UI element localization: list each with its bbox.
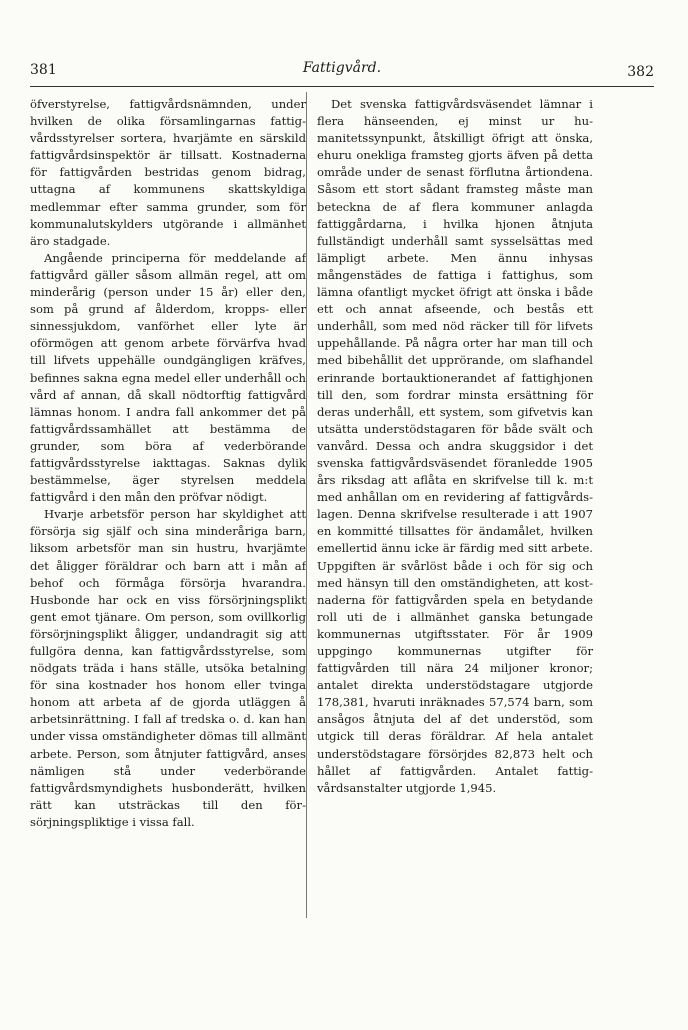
paragraph: öfverstyrelse, fattigvårdsnämnden, under hvilken de olika församlingarnas fattigvårdsstyrelser sortera, hvarjämte en särskild fattigvårdsinspektör är tillsatt. Kostnaderna för fattigvården bestridas genom bidrag, uttagna af kommunens skattskyldiga medlemmar efter samma grunder, som för kommunalutskylders utgörande i allmänhet äro stadgade. xyxy=(30,97,306,248)
page-header xyxy=(30,58,654,86)
paragraph: Angående principerna för meddelande af fattigvård gäller såsom allmän regel, att om minderårig (person under 15 år) eller den, som på grund af ålderdom, kropps- eller sinnessjukdom, vanförhet eller lyte är oförmögen att genom arbete förvärfva hvad till lifvets uppehälle oundgängligen kräfves, befinnes sakna egna medel eller underhåll och vård af annan, då skall nödtorftig fattigvård lämnas honom. I andra fall ankommer det på fattigvårdssamhället att bestämma de grunder, som böra af vederbörande fattigvårdsstyrelse iakttagas. Saknas dylik bestämmelse, äger styrelsen meddela fattigvård i den mån den pröfvar nödigt. xyxy=(30,250,306,505)
paragraph: Det svenska fattigvårdsväsendet lämnar i flera hänseenden, ej minst ur humanitetssynpunkt, åtskilligt öfrigt att önska, ehuru onekliga framsteg gjorts äfven på detta område under de senast förflutna årtiondena. Såsom ett stort sådant framsteg måste man beteckna de af flera kommuner anlagda fattiggårdarna, i hvilka hjonen åtnjuta fullständigt underhåll samt sysselsättas med lämpligt arbete. Men ännu inhysas mångenstädes de fattiga i fattighus, som lämna ofantligt mycket öfrigt att önska i både ett och annat afseende, och bestås ett underhåll, som med nöd räcker till för lifvets uppehållande. På några orter har man till och med bibehållit det upprörande, om slafhandel erinrande bortauktionerandet af fattighjonen till den, som fordrar minsta ersättning för deras underhåll, ett system, som gifvetvis kan utsätta understödstagaren för både svält och vanvård. Dessa och andra skuggsidor i det svenska fattigvårdsväsendet föranledde 1905 års riksdag att aflåta en skrifvelse till k. m:t med anhållan om en revidering af fattigvårdslagen. Denna skrifvelse resulterade i att 1907 en kommitté tillsattes för ändamålet, hvilken emellertid ännu icke är färdig med sitt arbete. Uppgiften är svårlöst både i och för sig och med hänsyn till den omständigheten, att kostnaderna för fattigvården spela en betydande roll uti de i allmänhet ganska betungade kommunernas utgiftsstater. För år 1909 uppgingo kommunernas utgifter för fattigvården till nära 24 miljoner kronor; antalet direkta understödstagare utgjorde 178,381, hvaruti inräknades 57,574 barn, som ansågos åtnjuta del af det understöd, som utgick till deras föräldrar. Af hela antalet understödstagare försörjdes 82,873 helt och hållet af fattigvården. Antalet fattigvårdsanstalter utgjorde 1,945. xyxy=(317,97,593,795)
page-number-right: 382 xyxy=(627,64,654,80)
right-column xyxy=(317,96,593,797)
left-column xyxy=(30,96,306,831)
running-title: Fattigvård. xyxy=(302,60,382,76)
page-number-left: 381 xyxy=(30,62,57,78)
column-divider xyxy=(306,92,307,918)
paragraph: Hvarje arbetsför person har skyldighet att försörja sig själf och sina minderåriga barn, liksom arbetsför man sin hustru, hvarjämte det åligger föräldrar och barn att i mån af behof och förmåga försörja hvarandra. Husbonde har ock en viss försörjningsplikt gent emot tjänare. Om person, som ovillkorlig försörjningsplikt åligger, undandragit sig att fullgöra denna, kan fattigvårdsstyrelse, som nödgats träda i hans ställe, utsöka betalning för sina kostnader hos honom eller tvinga honom att arbeta af de gjorda utläggen å arbetsinrättning. I fall af tredska o. d. kan han under vissa omständigheter dömas till allmänt arbete. Person, som åtnjuter fattigvård, anses nämligen stå under vederbörande fattigvårdsmyndighets husbonderätt, hvilken rätt kan utsträckas till den försörjningspliktige i vissa fall. xyxy=(30,507,306,829)
header-rule xyxy=(30,86,654,87)
